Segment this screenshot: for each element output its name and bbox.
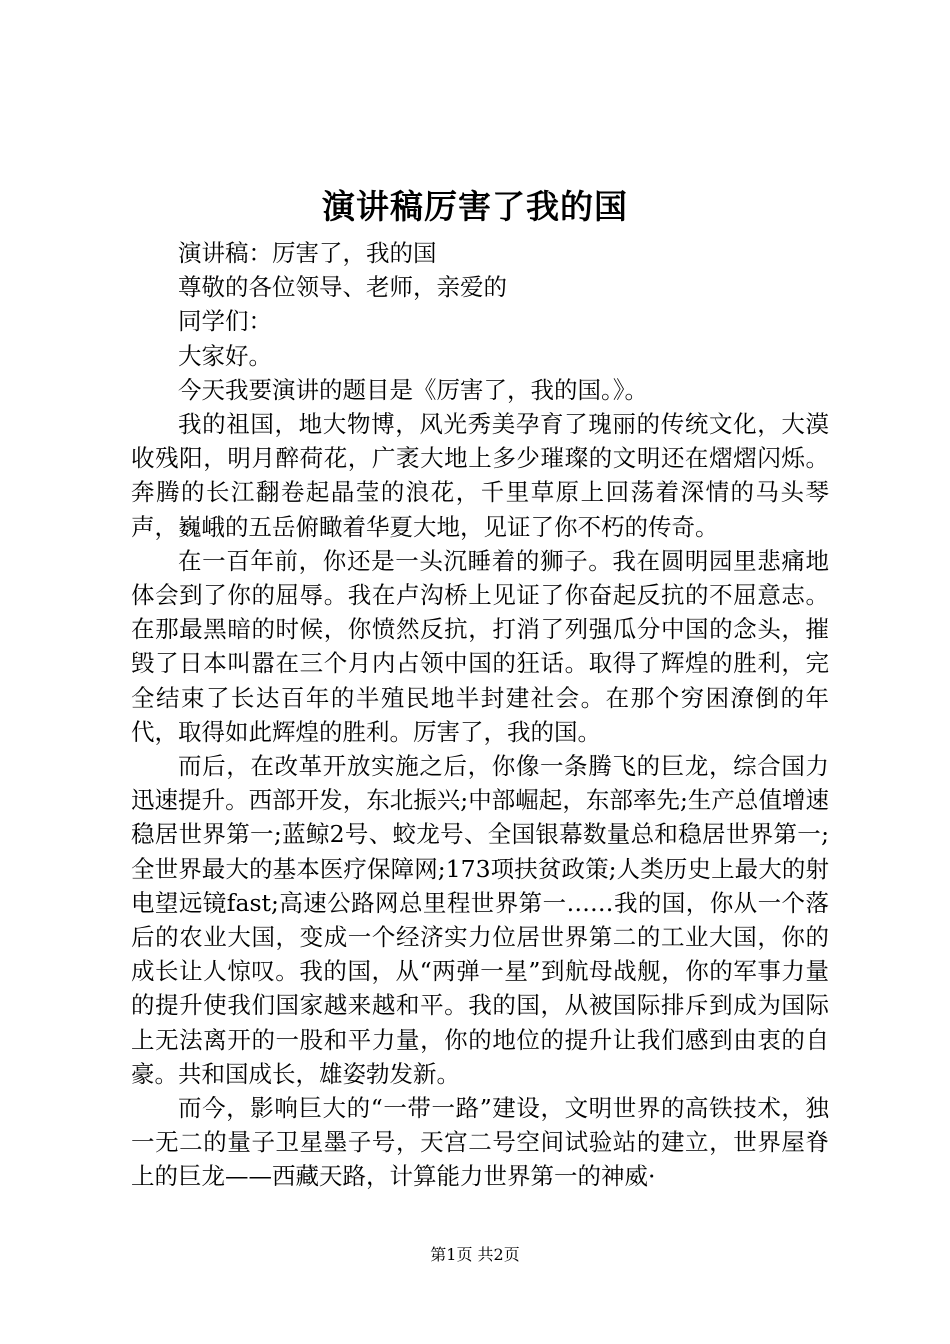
paragraph-greeting: 大家好。 [178, 341, 272, 370]
paragraph-heading: 演讲稿：厉害了，我的国 [178, 239, 437, 267]
paragraph-reform: 而后，在改革开放实施之后，你像一条腾飞的巨龙，综合国力迅速提升。西部开发，东北振兴;中部崛起，东部率先;生产总值增速稳居世界第一;蓝鲸2号、蛟龙号、全国银幕数量总和稳居世界第一;全世界最大的基本医疗保障网;173项扶贫政策;人类历史上最大的射电望远镜fast;高速公路网总里程世界第一……我的国，你从一个落后的农业大国，变成一个经济实力位居世界第二的工业大国，你的成长让人惊叹。我的国，从“两弹一星”到航母战舰，你的军事力量的提升使我们国家越来越和平。我的国，从被国际排斥到成为国际上无法离开的一股和平力量，你的地位的提升让我们感到由衷的自豪。共和国成长，雄姿勃发新。 [131, 752, 829, 1088]
paragraph-salutation: 尊敬的各位领导、老师，亲爱的 [178, 273, 507, 302]
paragraph-topic: 今天我要演讲的题目是《厉害了，我的国。》。 [178, 375, 648, 404]
paragraph-motherland: 我的祖国，地大物博，风光秀美孕育了瑰丽的传统文化，大漠收残阳，明月醉荷花，广袤大地上多少璀璨的文明还在熠熠闪烁。奔腾的长江翻卷起晶莹的浪花，千里草原上回荡着深情的马头琴声，巍峨的五岳俯瞰着华夏大地，见证了你不朽的传奇。 [131, 410, 829, 541]
paragraph-salutation-cont: 同学们： [178, 307, 272, 336]
page-footer: 第1页 共2页 [430, 1245, 520, 1264]
paragraph-today: 而今，影响巨大的“一带一路”建设，文明世界的高铁技术，独一无二的量子卫星墨子号，天宫二号空间试验站的建立，世界屋脊上的巨龙——西藏天路，计算能力世界第一的神威· [131, 1094, 829, 1191]
document-body [131, 236, 829, 1194]
paragraph-history: 在一百年前，你还是一头沉睡着的狮子。我在圆明园里悲痛地体会到了你的屈辱。我在卢沟桥上见证了你奋起反抗的不屈意志。在那最黑暗的时候，你愤然反抗，打消了列强瓜分中国的念头，摧毁了日本叫嚣在三个月内占领中国的狂话。取得了辉煌的胜利，完全结束了长达百年的半殖民地半封建社会。在那个穷困潦倒的年代，取得如此辉煌的胜利。厉害了，我的国。 [131, 546, 829, 746]
document-title: 演讲稿厉害了我的国 [322, 187, 628, 226]
